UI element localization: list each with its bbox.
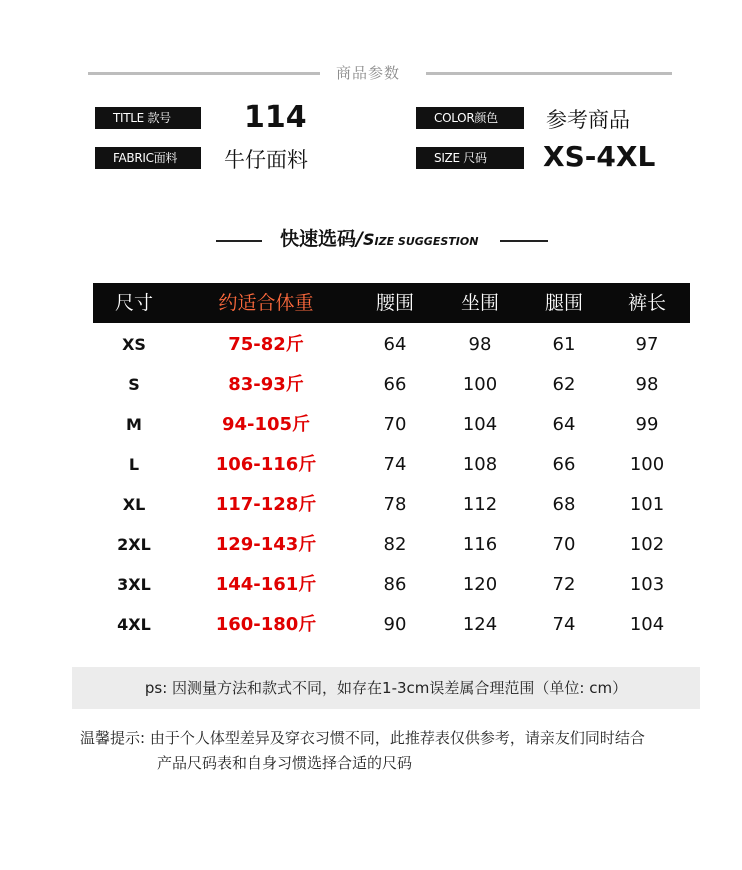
cell-hip: 120 bbox=[462, 574, 498, 595]
params-section-title: 商品参数 bbox=[336, 64, 401, 82]
cell-thigh: 72 bbox=[552, 574, 576, 595]
cell-waist: 66 bbox=[383, 374, 407, 395]
cell-thigh: 70 bbox=[552, 534, 576, 555]
header-length: 裤长 bbox=[627, 292, 666, 314]
size-value: XS-4XL bbox=[543, 140, 656, 173]
cell-thigh: 74 bbox=[552, 614, 576, 635]
cell-thigh: 64 bbox=[552, 414, 576, 435]
cell-waist: 64 bbox=[383, 334, 407, 355]
size-table bbox=[93, 283, 690, 635]
cell-length: 100 bbox=[629, 454, 665, 475]
cell-hip: 98 bbox=[468, 334, 492, 355]
quick-divider-right bbox=[500, 240, 548, 242]
table-row bbox=[93, 365, 690, 405]
cell-weight: 106-116斤 bbox=[215, 454, 317, 475]
table-row bbox=[93, 605, 690, 645]
ps-note: ps: 因测量方法和款式不同，如存在1-3cm误差属合理范围（单位: cm） bbox=[72, 667, 700, 709]
cell-length: 101 bbox=[629, 494, 665, 515]
cell-waist: 70 bbox=[383, 414, 407, 435]
title-label: TITLE 款号 bbox=[95, 107, 201, 129]
size-label: SIZE 尺码 bbox=[416, 147, 524, 169]
tip-note bbox=[80, 726, 710, 776]
header-size: 尺寸 bbox=[114, 292, 153, 314]
params-section-header bbox=[88, 62, 672, 84]
quick-section-title bbox=[280, 224, 478, 251]
cell-weight: 83-93斤 bbox=[228, 374, 304, 395]
table-row bbox=[93, 325, 690, 365]
header-hip: 坐围 bbox=[460, 292, 499, 314]
fabric-label: FABRIC面料 bbox=[95, 147, 201, 169]
cell-waist: 86 bbox=[383, 574, 407, 595]
title-value: 114 bbox=[244, 100, 307, 135]
cell-size: XL bbox=[122, 495, 146, 514]
cell-thigh: 62 bbox=[552, 374, 576, 395]
quick-title-cn: 快速选码 bbox=[280, 228, 357, 250]
cell-weight: 144-161斤 bbox=[215, 574, 317, 595]
header-waist: 腰围 bbox=[375, 292, 414, 314]
cell-weight: 160-180斤 bbox=[215, 614, 317, 635]
quick-divider-left bbox=[216, 240, 262, 242]
cell-hip: 108 bbox=[462, 454, 498, 475]
cell-waist: 82 bbox=[383, 534, 407, 555]
tip-line-1: 温馨提示: 由于个人体型差异及穿衣习惯不同，此推荐表仅供参考，请亲友们同时结合 bbox=[80, 729, 645, 747]
cell-length: 103 bbox=[629, 574, 665, 595]
cell-length: 99 bbox=[635, 414, 659, 435]
quick-title-slash: / bbox=[356, 228, 363, 250]
header-thigh: 腿围 bbox=[544, 292, 583, 314]
table-header bbox=[93, 283, 690, 323]
cell-weight: 129-143斤 bbox=[215, 534, 317, 555]
cell-length: 102 bbox=[629, 534, 665, 555]
cell-length: 98 bbox=[635, 374, 659, 395]
table-row bbox=[93, 485, 690, 525]
cell-hip: 100 bbox=[462, 374, 498, 395]
tip-line-2: 产品尺码表和自身习惯选择合适的尺码 bbox=[157, 754, 413, 772]
table-row bbox=[93, 525, 690, 565]
cell-length: 97 bbox=[635, 334, 659, 355]
cell-weight: 75-82斤 bbox=[228, 334, 304, 355]
cell-size: M bbox=[126, 415, 142, 434]
cell-size: 3XL bbox=[117, 575, 151, 594]
cell-waist: 78 bbox=[383, 494, 407, 515]
cell-hip: 124 bbox=[462, 614, 498, 635]
divider-right bbox=[426, 72, 672, 75]
cell-hip: 104 bbox=[462, 414, 498, 435]
cell-hip: 116 bbox=[462, 534, 498, 555]
cell-thigh: 66 bbox=[552, 454, 576, 475]
cell-weight: 117-128斤 bbox=[215, 494, 317, 515]
fabric-value: 牛仔面料 bbox=[224, 148, 308, 172]
color-label: COLOR颜色 bbox=[416, 107, 524, 129]
divider-left bbox=[88, 72, 320, 75]
cell-waist: 74 bbox=[383, 454, 407, 475]
cell-size: 4XL bbox=[117, 615, 151, 634]
color-value: 参考商品 bbox=[546, 108, 630, 132]
cell-hip: 112 bbox=[462, 494, 498, 515]
cell-size: L bbox=[128, 455, 140, 474]
cell-size: XS bbox=[122, 335, 146, 354]
cell-size: 2XL bbox=[117, 535, 151, 554]
table-row bbox=[93, 565, 690, 605]
cell-length: 104 bbox=[629, 614, 665, 635]
table-row bbox=[93, 405, 690, 445]
cell-waist: 90 bbox=[383, 614, 407, 635]
header-weight: 约适合体重 bbox=[218, 292, 314, 314]
cell-weight: 94-105斤 bbox=[221, 414, 311, 435]
quick-title-en: SIZE SUGGESTION bbox=[362, 230, 479, 249]
cell-thigh: 68 bbox=[552, 494, 576, 515]
table-row bbox=[93, 445, 690, 485]
cell-thigh: 61 bbox=[552, 334, 576, 355]
cell-size: S bbox=[128, 375, 140, 394]
